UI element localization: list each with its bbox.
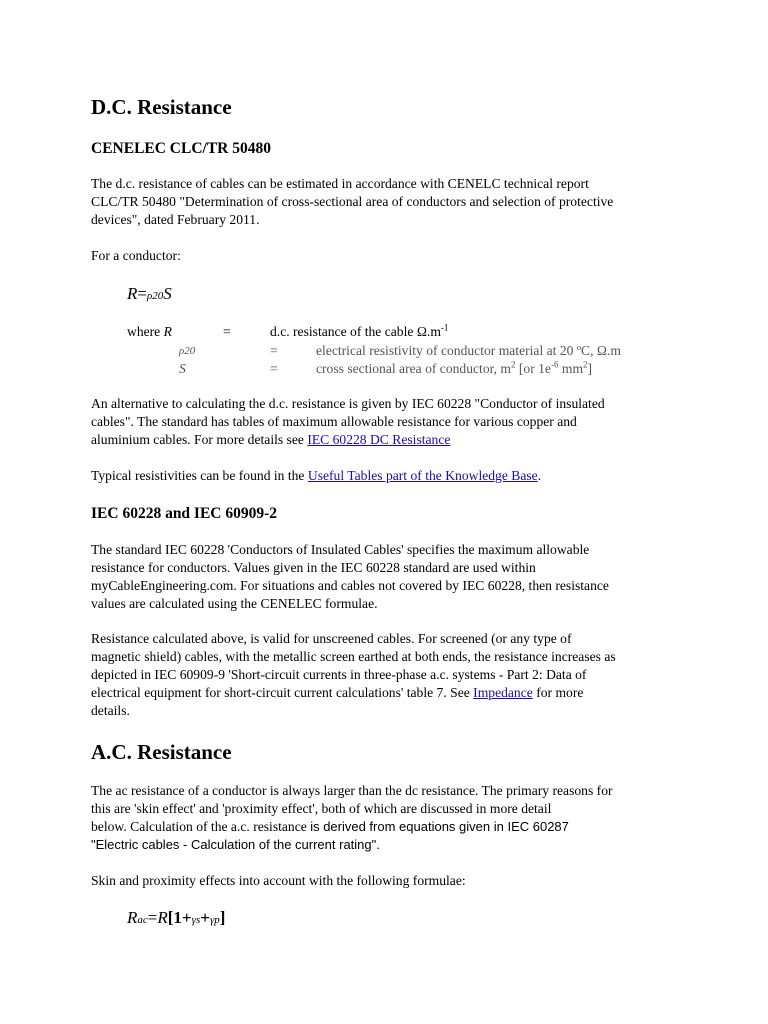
typical-line: [91, 467, 681, 485]
for-conductor-text: [91, 247, 681, 265]
ac-resistance-heading: A.C. Resistance: [91, 740, 232, 764]
dc-intro-line: The d.c. resistance of cables can be estimated in accordance with CENELC technical report: [91, 176, 589, 191]
equals-sign: =: [270, 361, 278, 376]
equals-sign: =: [223, 324, 231, 339]
ac-intro-line: The ac resistance of a conductor is always larger than the dc resistance. The primary reasons for: [91, 783, 613, 798]
formula-equals: =: [137, 284, 147, 303]
def-s-part: [or 1e: [515, 361, 551, 376]
formula-open-bracket: [1+: [167, 908, 192, 927]
ac-intro-line: "Electric cables - Calculation of the current rating".: [91, 837, 380, 852]
skin-effect-line: Skin and proximity effects into account with the following formulae:: [91, 873, 466, 888]
iec-para1-line: myCableEngineering.com. For situations and cables not covered by IEC 60228, then resistance: [91, 578, 609, 593]
formula-equals: =: [147, 908, 158, 927]
ac-line3-sans: is derived from equations given in IEC 60287: [310, 819, 569, 834]
ac-intro-line: this are 'skin effect' and 'proximity effect', both of which are discussed in more detail: [91, 801, 552, 816]
typical-resistivities-paragraph: [91, 467, 681, 485]
typical-text: Typical resistivities can be found in the: [91, 468, 308, 483]
where-text: where: [127, 324, 161, 339]
dc-resistance-heading: D.C. Resistance: [91, 95, 232, 119]
def-s-part: mm: [558, 361, 584, 376]
skin-effect-paragraph: [91, 872, 681, 890]
equals-sign: =: [270, 343, 278, 358]
alternative-line: An alternative to calculating the d.c. resistance is given by IEC 60228 "Conductor of insulated: [91, 396, 605, 411]
def-s-sup: -6: [550, 359, 559, 370]
iec-para1-line: values are calculated using the CENELEC formulae.: [91, 596, 378, 611]
iec-para2-line: magnetic shield) cables, with the metallic screen earthed at both ends, the resistance increases as: [91, 649, 616, 664]
definition-r-desc: d.c. resistance of the cable Ω.m: [270, 324, 441, 339]
iec-para2-line: depicted in IEC 60909-9 'Short-circuit currents in three-phase a.c. systems - Part 2: Data of: [91, 667, 587, 682]
iec-60228-dc-resistance-link[interactable]: IEC 60228 DC Resistance: [307, 432, 451, 447]
useful-tables-link[interactable]: Useful Tables part of the Knowledge Base: [307, 468, 538, 483]
alternative-line: [91, 431, 681, 449]
ac-intro-paragraph: [91, 782, 681, 854]
formula-gamma-s: γs: [191, 914, 201, 926]
formula-rho20: ρ20: [146, 290, 164, 302]
dc-formula: [127, 284, 172, 304]
iec-paragraph-1: [91, 541, 681, 613]
definition-r-text: [270, 323, 448, 341]
def-s-part: cross sectional area of conductor, m: [316, 361, 511, 376]
formula-gamma-p: γp: [209, 914, 220, 926]
iec-para2-line: Resistance calculated above, is valid for unscreened cables. For screened (or any type of: [91, 631, 572, 646]
alternative-last-text: aluminium cables. For more details see: [91, 432, 308, 447]
iec-para2-text: electrical equipment for short-circuit current calculations' table 7. See: [91, 685, 474, 700]
formula-close-bracket: ]: [219, 908, 226, 927]
def-s-part: ]: [587, 361, 593, 376]
ac-formula: [127, 908, 225, 928]
iec-para2-line: [91, 684, 681, 702]
alternative-line: cables". The standard has tables of maximum allowable resistance for various copper and: [91, 414, 577, 429]
formula-r: R: [157, 908, 168, 927]
def-s-sup: 2: [510, 359, 516, 370]
symbol-rho20: ρ20: [179, 345, 196, 357]
alternative-paragraph: [91, 395, 681, 449]
symbol-r: R: [163, 324, 172, 339]
dc-intro-line: devices", dated February 2011.: [91, 212, 260, 227]
definition-r-sup: -1: [440, 322, 449, 333]
definition-rho-text: electrical resistivity of conductor material at 20 ºC, Ω.m: [316, 343, 621, 358]
def-s-sup: 2: [583, 359, 588, 370]
for-conductor-label: For a conductor:: [91, 248, 181, 263]
iec-paragraph-2: [91, 630, 681, 720]
ac-intro-line: [91, 818, 681, 836]
dc-intro-line: CLC/TR 50480 "Determination of cross-sectional area of conductors and selection of protective: [91, 194, 614, 209]
ac-line3-serif: below. Calculation of the a.c. resistance: [91, 819, 311, 834]
cenelec-subheading: CENELEC CLC/TR 50480: [91, 140, 271, 157]
formula-plus: +: [200, 908, 210, 927]
symbol-s: S: [179, 361, 186, 376]
iec-para2-line: details.: [91, 703, 130, 718]
formula-rac: Rac: [127, 908, 148, 927]
formula-r: R: [127, 284, 138, 303]
iec-para1-line: resistance for conductors. Values given in the IEC 60228 standard are used within: [91, 560, 536, 575]
formula-s: S: [163, 284, 172, 303]
iec-subheading: IEC 60228 and IEC 60909-2: [91, 505, 278, 522]
definition-s-text: [316, 360, 592, 378]
dc-intro-paragraph: [91, 175, 681, 229]
impedance-link[interactable]: Impedance: [473, 685, 533, 700]
iec-para1-line: The standard IEC 60228 'Conductors of Insulated Cables' specifies the maximum allowable: [91, 542, 590, 557]
typical-period: .: [537, 468, 542, 483]
where-label: [127, 323, 172, 341]
iec-para2-text: for more: [532, 685, 584, 700]
